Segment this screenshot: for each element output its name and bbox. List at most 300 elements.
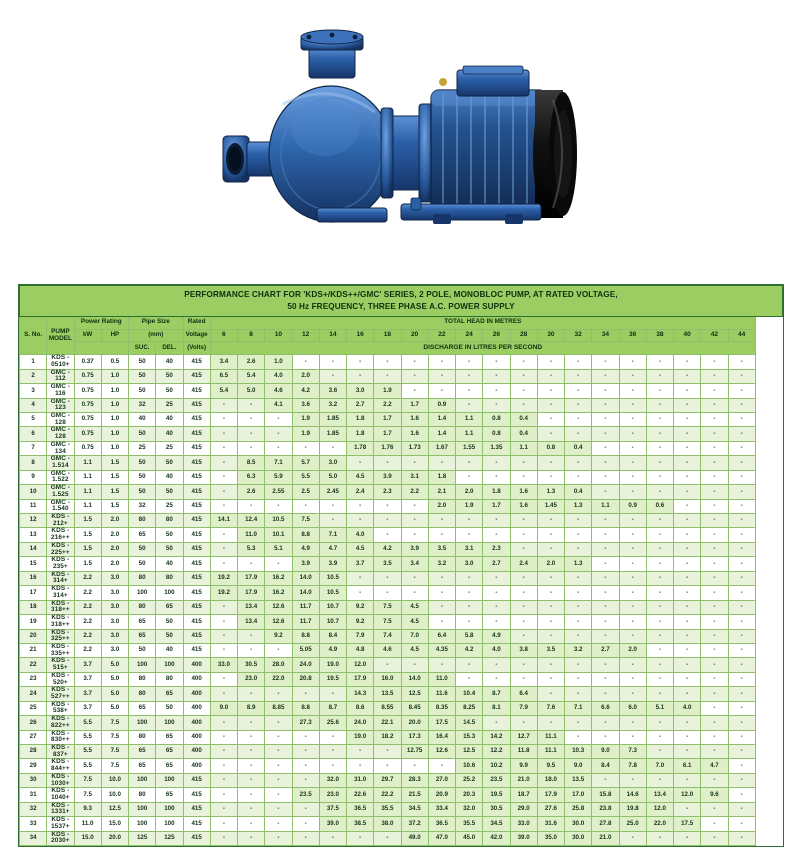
cell-discharge-12: 11.7 [292,615,319,629]
cell-model: GMC - 128 [47,412,74,426]
th-discharge: DISCHARGE IN LITRES PER SECOND [210,342,755,355]
cell-discharge-42: - [701,831,728,845]
cell-discharge-32: - [565,514,592,528]
cell-discharge-12: 27.3 [292,716,319,730]
cell-discharge-24: 35.5 [456,817,483,831]
cell-sno: 11 [20,499,47,513]
cell-kw: 0.37 [74,355,101,369]
cell-model: KDS - 325++ [47,629,74,643]
cell-discharge-14: 10.7 [319,615,346,629]
cell-discharge-14: 32.0 [319,773,346,787]
cell-voltage: 415 [183,615,210,629]
cell-discharge-8: - [238,398,265,412]
cell-discharge-6: - [210,629,237,643]
cell-discharge-32: 7.1 [565,701,592,715]
cell-discharge-36: - [619,600,646,614]
cell-discharge-16: 1.78 [347,441,374,455]
cell-discharge-12: 2.0 [292,369,319,383]
th-pipe-unit: (mm) [129,329,184,342]
table-row [20,571,783,585]
cell-discharge-44: - [728,773,755,787]
cell-discharge-44: - [728,412,755,426]
cell-discharge-18: - [374,745,401,759]
cell-discharge-34: 6.6 [592,701,619,715]
cell-delivery: 40 [156,470,183,484]
cell-model: GMC - 116 [47,384,74,398]
cell-discharge-42: 4.7 [701,759,728,773]
cell-model: KDS - 538+ [47,701,74,715]
cell-model: KDS - 830++ [47,730,74,744]
cell-discharge-18: - [374,528,401,542]
cell-discharge-14: 23.0 [319,788,346,802]
cell-discharge-10: - [265,759,292,773]
cell-model: GMC - 1.514 [47,456,74,470]
cell-hp: 7.5 [101,745,128,759]
cell-discharge-30: - [537,687,564,701]
cell-discharge-18: - [374,456,401,470]
cell-kw: 1.5 [74,528,101,542]
cell-kw: 3.7 [74,687,101,701]
cell-discharge-12: - [292,441,319,455]
cell-discharge-30: 11.1 [537,730,564,744]
cell-discharge-38: - [646,831,673,845]
header-row-3 [20,342,783,355]
cell-discharge-44: - [728,571,755,585]
cell-delivery: 50 [156,369,183,383]
cell-discharge-20: - [401,384,428,398]
cell-voltage: 400 [183,701,210,715]
cell-discharge-20: 34.5 [401,802,428,816]
cell-discharge-40: - [674,355,701,369]
cell-discharge-6: - [210,672,237,686]
cell-discharge-34: 21.0 [592,831,619,845]
th-head-34: 34 [592,329,619,342]
cell-voltage: 415 [183,817,210,831]
cell-discharge-36: - [619,427,646,441]
cell-hp: 1.0 [101,369,128,383]
cell-discharge-44: - [728,759,755,773]
cell-discharge-32: 1.3 [565,499,592,513]
cell-model: GMC - 112 [47,369,74,383]
cell-discharge-40: - [674,456,701,470]
cell-discharge-14: 10.7 [319,600,346,614]
cell-discharge-20: - [401,514,428,528]
cell-delivery: 40 [156,412,183,426]
cell-discharge-10: - [265,499,292,513]
cell-discharge-20: 28.3 [401,773,428,787]
cell-discharge-28: - [510,528,537,542]
cell-discharge-38: - [646,427,673,441]
bearing-housing [381,104,433,202]
cell-discharge-42: - [701,355,728,369]
header-row-1 [20,317,783,330]
cell-suction: 65 [129,629,156,643]
cell-discharge-6: - [210,759,237,773]
cell-discharge-20: 17.3 [401,730,428,744]
cell-discharge-28: 6.4 [510,687,537,701]
cell-discharge-32: 0.4 [565,485,592,499]
cell-discharge-40: - [674,542,701,556]
table-row [20,759,783,773]
cell-discharge-36: - [619,412,646,426]
cell-discharge-22: 3.2 [428,557,455,571]
cell-suction: 65 [129,701,156,715]
cell-discharge-24: 14.5 [456,716,483,730]
cell-discharge-32: 9.0 [565,759,592,773]
table-row [20,672,783,686]
cell-discharge-40: - [674,773,701,787]
cell-discharge-38: - [646,557,673,571]
cell-discharge-18: 1.76 [374,441,401,455]
cell-discharge-30: - [537,600,564,614]
cell-discharge-42: - [701,384,728,398]
cell-discharge-44: - [728,528,755,542]
th-total-head: TOTAL HEAD IN METRES [210,317,755,330]
cell-discharge-24: 1.1 [456,412,483,426]
cell-discharge-22: 2.1 [428,485,455,499]
cell-discharge-6: - [210,643,237,657]
cell-sno: 31 [20,788,47,802]
cell-discharge-34: - [592,384,619,398]
cell-discharge-10: - [265,643,292,657]
cell-discharge-44: - [728,470,755,484]
cell-discharge-14: 1.85 [319,412,346,426]
cell-model: KDS - 2030+ [47,831,74,845]
cell-discharge-18: - [374,586,401,600]
cell-model: KDS - 1040+ [47,788,74,802]
cell-discharge-34: - [592,485,619,499]
cell-discharge-20: 49.0 [401,831,428,845]
cell-discharge-22: - [428,355,455,369]
cell-discharge-26: 1.35 [483,441,510,455]
cell-discharge-24: 3.1 [456,542,483,556]
cell-discharge-6: - [210,542,237,556]
cell-discharge-36: 6.0 [619,701,646,715]
cell-discharge-16: 9.2 [347,600,374,614]
cell-discharge-14: 8.7 [319,701,346,715]
cell-discharge-14: - [319,369,346,383]
cell-discharge-40: 17.5 [674,817,701,831]
cell-delivery: 40 [156,643,183,657]
cell-suction: 50 [129,485,156,499]
cell-discharge-20: - [401,355,428,369]
cell-sno: 2 [20,369,47,383]
table-row [20,730,783,744]
cell-discharge-22: - [428,571,455,585]
cell-discharge-6: - [210,615,237,629]
table-row [20,441,783,455]
cell-discharge-26: 8.7 [483,687,510,701]
table-row [20,716,783,730]
cell-discharge-22: 6.4 [428,629,455,643]
cell-discharge-10: - [265,441,292,455]
cell-discharge-38: - [646,571,673,585]
cell-discharge-44: - [728,355,755,369]
cell-discharge-28: 3.8 [510,643,537,657]
cell-sno: 16 [20,571,47,585]
cell-kw: 9.3 [74,802,101,816]
cell-discharge-8: - [238,817,265,831]
cell-delivery: 100 [156,817,183,831]
cell-discharge-28: - [510,384,537,398]
performance-table [19,285,783,846]
cell-kw: 2.2 [74,643,101,657]
cell-discharge-26: 1.7 [483,499,510,513]
cell-kw: 5.5 [74,730,101,744]
cell-discharge-34: - [592,528,619,542]
fan-cowl [533,90,577,218]
volute-casing [269,86,393,222]
cell-discharge-38: - [646,485,673,499]
cell-discharge-30: - [537,528,564,542]
cell-discharge-30: 1.3 [537,485,564,499]
cell-discharge-38: - [646,615,673,629]
cell-discharge-36: - [619,831,646,845]
cell-discharge-26: 14.2 [483,730,510,744]
cell-discharge-34: 27.8 [592,817,619,831]
table-row [20,485,783,499]
cell-discharge-16: 3.7 [347,557,374,571]
cell-discharge-20: 4.5 [401,600,428,614]
cell-discharge-40: - [674,672,701,686]
cell-discharge-30: 31.6 [537,817,564,831]
cell-discharge-42: - [701,542,728,556]
cell-discharge-12: 11.7 [292,600,319,614]
th-head-36: 36 [619,329,646,342]
cell-voltage: 415 [183,499,210,513]
cell-discharge-22: 33.4 [428,802,455,816]
cell-discharge-26: 12.2 [483,745,510,759]
cell-discharge-8: 2.6 [238,355,265,369]
cell-kw: 0.75 [74,369,101,383]
cell-discharge-40: - [674,745,701,759]
cell-voltage: 400 [183,759,210,773]
cell-sno: 9 [20,470,47,484]
cell-sno: 17 [20,586,47,600]
cell-model: KDS - 822++ [47,716,74,730]
cell-discharge-14: 10.5 [319,586,346,600]
th-head-26: 26 [483,329,510,342]
cell-discharge-10: - [265,687,292,701]
cell-discharge-18: 7.5 [374,600,401,614]
cell-discharge-20: 12.75 [401,745,428,759]
cell-discharge-42: - [701,369,728,383]
cell-suction: 50 [129,355,156,369]
cell-voltage: 415 [183,788,210,802]
cell-delivery: 80 [156,571,183,585]
cell-discharge-16: 2.4 [347,485,374,499]
cell-discharge-12: 20.8 [292,672,319,686]
cell-hp: 1.0 [101,384,128,398]
cell-kw: 7.5 [74,773,101,787]
cell-discharge-20: 37.2 [401,817,428,831]
cell-discharge-8: 8.9 [238,701,265,715]
cell-discharge-28: 29.0 [510,802,537,816]
th-suc: SUC. [129,342,156,355]
cell-discharge-14: 3.2 [319,398,346,412]
cell-delivery: 50 [156,542,183,556]
cell-discharge-22: 17.5 [428,716,455,730]
cell-delivery: 80 [156,514,183,528]
table-row [20,658,783,672]
cell-discharge-18: 13.5 [374,687,401,701]
cell-kw: 2.2 [74,615,101,629]
cell-discharge-18: - [374,571,401,585]
cell-hp: 2.0 [101,528,128,542]
cell-voltage: 415 [183,384,210,398]
cell-discharge-10: - [265,427,292,441]
cell-discharge-6: - [210,485,237,499]
cell-discharge-24: 2.0 [456,485,483,499]
cell-discharge-10: 16.2 [265,571,292,585]
cell-voltage: 415 [183,542,210,556]
cell-voltage: 415 [183,412,210,426]
cell-delivery: 65 [156,759,183,773]
cell-discharge-22: - [428,586,455,600]
cell-delivery: 40 [156,557,183,571]
cell-discharge-40: - [674,687,701,701]
cell-discharge-34: - [592,629,619,643]
cell-discharge-16: - [347,456,374,470]
cell-discharge-40: - [674,398,701,412]
cell-discharge-38: - [646,456,673,470]
cell-discharge-14: 3.9 [319,557,346,571]
th-head-12: 12 [292,329,319,342]
cell-discharge-42: - [701,658,728,672]
cell-discharge-42: - [701,615,728,629]
cell-discharge-24: - [456,615,483,629]
cell-discharge-32: - [565,716,592,730]
th-rated-voltage-2: Voltage [183,329,210,342]
cell-discharge-10: - [265,773,292,787]
cell-discharge-32: 10.3 [565,745,592,759]
cell-model: GMC - 123 [47,398,74,412]
cell-discharge-32: - [565,427,592,441]
cell-kw: 0.75 [74,398,101,412]
cell-sno: 6 [20,427,47,441]
cell-discharge-30: - [537,629,564,643]
cell-discharge-30: 2.0 [537,557,564,571]
cell-discharge-28: - [510,672,537,686]
cell-hp: 20.0 [101,831,128,845]
cell-discharge-32: - [565,658,592,672]
cell-discharge-12: 8.8 [292,701,319,715]
cell-discharge-36: - [619,384,646,398]
cell-discharge-10: - [265,788,292,802]
cell-sno: 7 [20,441,47,455]
cell-discharge-36: - [619,716,646,730]
th-del: DEL. [156,342,183,355]
cell-discharge-42: - [701,600,728,614]
cell-discharge-36: - [619,571,646,585]
cell-discharge-6: - [210,730,237,744]
cell-discharge-26: 4.0 [483,643,510,657]
cell-sno: 30 [20,773,47,787]
cell-suction: 65 [129,615,156,629]
cell-discharge-8: 11.0 [238,528,265,542]
cell-discharge-10: 12.6 [265,615,292,629]
cell-discharge-32: - [565,629,592,643]
cell-discharge-30: 35.0 [537,831,564,845]
cell-discharge-16: 4.5 [347,470,374,484]
cell-discharge-38: - [646,658,673,672]
cell-discharge-18: 4.2 [374,542,401,556]
cell-discharge-40: 12.0 [674,788,701,802]
cell-discharge-14: 7.1 [319,528,346,542]
cell-discharge-20: 2.2 [401,485,428,499]
cell-discharge-12: 2.5 [292,485,319,499]
cell-discharge-36: 7.3 [619,745,646,759]
table-row [20,817,783,831]
cell-hp: 5.0 [101,701,128,715]
cell-discharge-34: - [592,470,619,484]
table-row [20,514,783,528]
cell-delivery: 50 [156,485,183,499]
cell-suction: 50 [129,427,156,441]
cell-sno: 28 [20,745,47,759]
chart-title-row [20,286,783,317]
cell-model: KDS - 520+ [47,672,74,686]
cell-delivery: 100 [156,658,183,672]
cell-discharge-38: - [646,716,673,730]
cell-discharge-34: - [592,441,619,455]
header-row-2 [20,329,783,342]
cell-discharge-30: 1.45 [537,499,564,513]
cell-discharge-24: - [456,528,483,542]
table-row [20,499,783,513]
th-head-28: 28 [510,329,537,342]
cell-discharge-14: 5.0 [319,470,346,484]
cell-discharge-24: 20.3 [456,788,483,802]
cell-discharge-14: - [319,355,346,369]
cell-delivery: 125 [156,831,183,845]
cell-sno: 26 [20,716,47,730]
cell-model: KDS - 318++ [47,600,74,614]
cell-model: KDS - 1030+ [47,773,74,787]
cell-discharge-26: - [483,470,510,484]
cell-discharge-42: - [701,441,728,455]
cell-discharge-8: - [238,643,265,657]
cell-hp: 7.5 [101,759,128,773]
th-model: PUMP MODEL [47,317,74,355]
cell-discharge-10: 10.1 [265,528,292,542]
cell-discharge-38: 5.1 [646,701,673,715]
cell-discharge-18: 18.2 [374,730,401,744]
cell-delivery: 50 [156,615,183,629]
cell-discharge-22: 11.0 [428,672,455,686]
cell-discharge-28: 9.9 [510,759,537,773]
cell-discharge-22: 12.6 [428,745,455,759]
cell-discharge-30: 17.9 [537,788,564,802]
cell-discharge-36: - [619,730,646,744]
cell-discharge-40: - [674,528,701,542]
cell-discharge-44: - [728,658,755,672]
cell-suction: 32 [129,398,156,412]
th-kw: kW [74,329,101,342]
cell-discharge-18: 29.7 [374,773,401,787]
cell-delivery: 65 [156,745,183,759]
chart-title-line1: PERFORMANCE CHART FOR 'KDS+/KDS++/GMC' SERIES, 2 POLE, MONOBLOC PUMP, AT RATED VOLTAGE, [184,290,618,300]
cell-discharge-26: - [483,369,510,383]
cell-discharge-6: - [210,528,237,542]
cell-discharge-12: - [292,817,319,831]
cell-discharge-28: 1.1 [510,441,537,455]
cell-discharge-42: - [701,773,728,787]
cell-discharge-36: - [619,658,646,672]
cell-discharge-12: 4.2 [292,384,319,398]
cell-discharge-12: 3.6 [292,398,319,412]
cell-discharge-26: 42.0 [483,831,510,845]
